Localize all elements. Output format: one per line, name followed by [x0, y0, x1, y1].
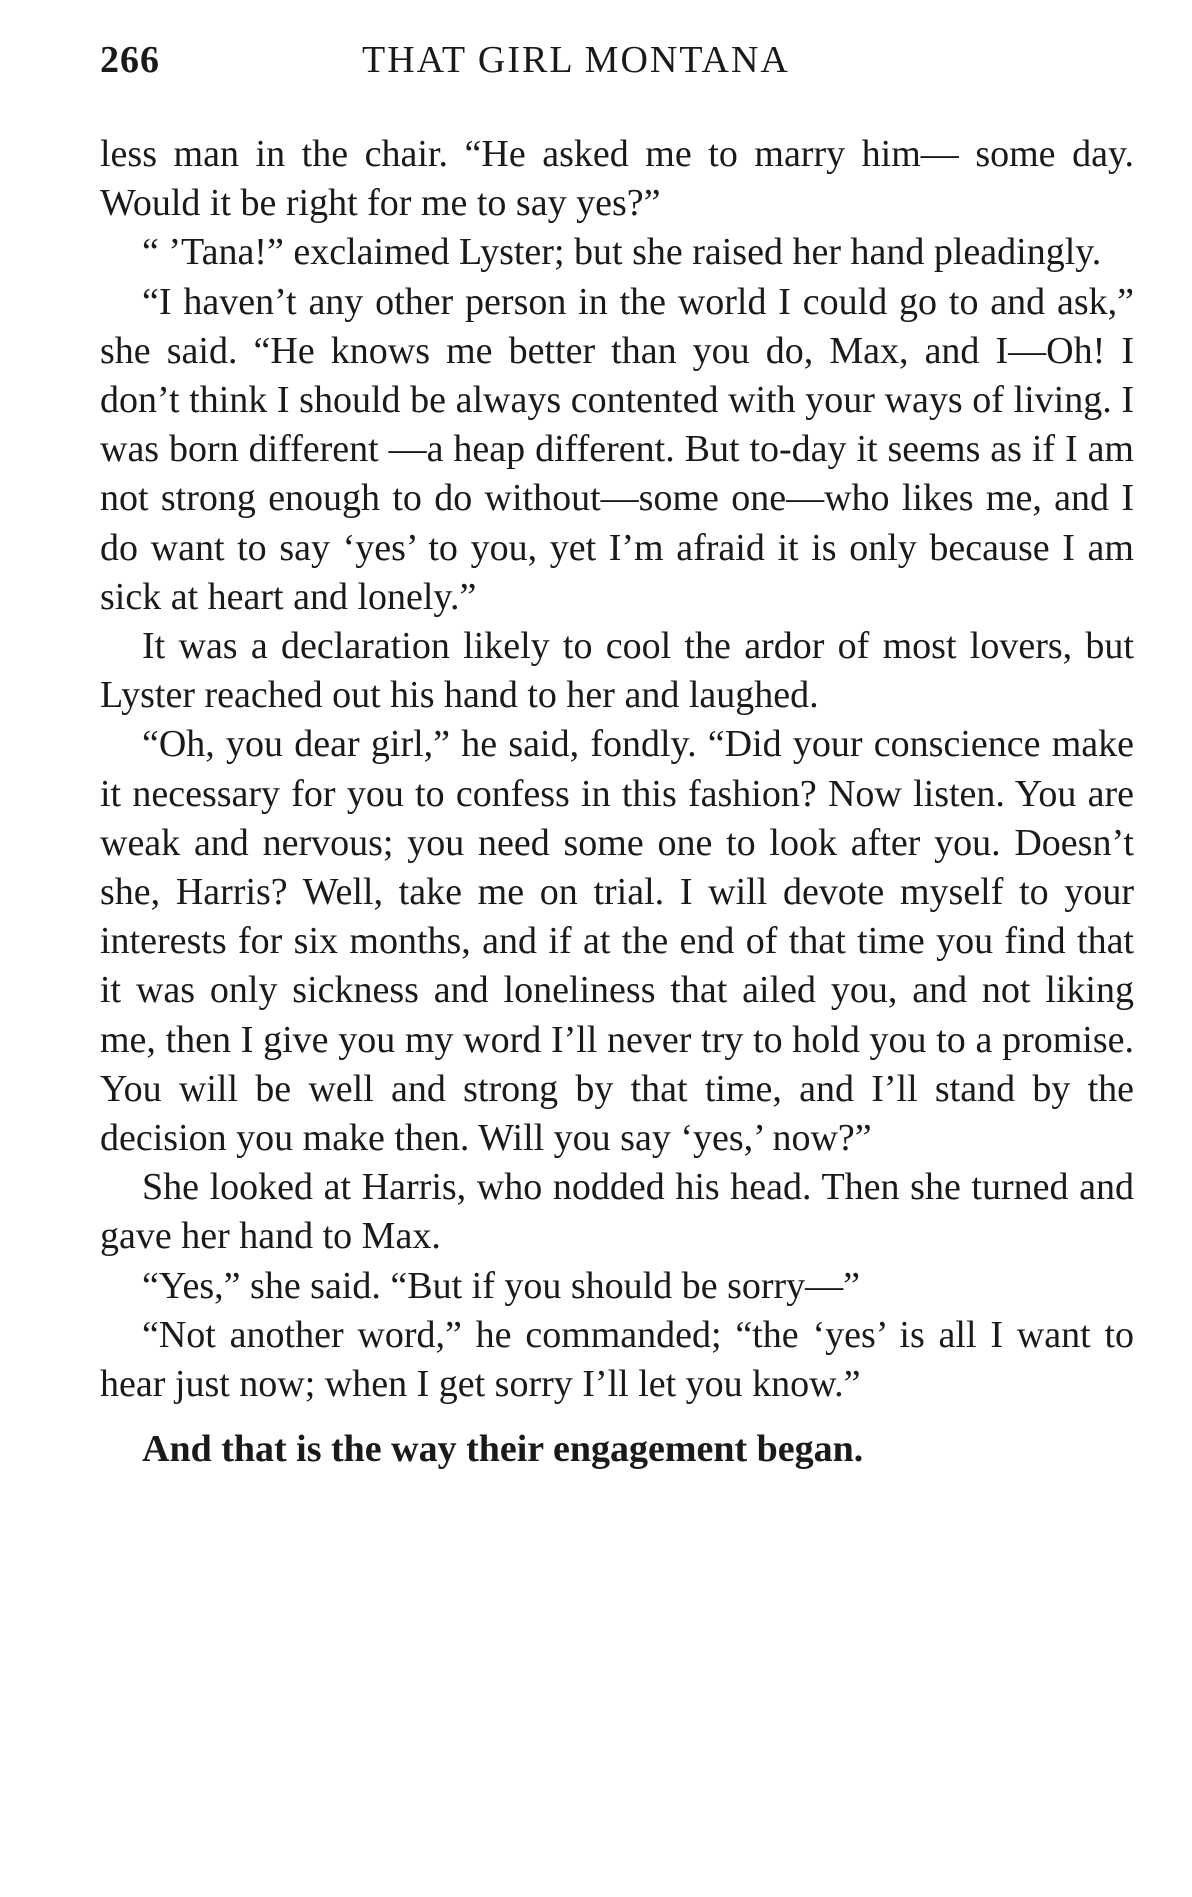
- book-title: THAT GIRL MONTANA: [362, 39, 790, 81]
- page-number: 266: [100, 39, 160, 81]
- paragraph: “Oh, you dear girl,” he said, fondly. “Did your conscience make it necessary for you to confess in this fashion? Now listen. You are weak and nervous; you need some one to look after you. Doesn’t she, Harris? Well, take me on trial. I will devote myself to your interests for six months, and if at the end of that time you find that it was only sickness and loneliness that ailed you, and not liking me, then I give you my word I’ll never try to hold you to a promise. You will be well and strong by that time, and I’ll stand by the decision you make then. Will you say ‘yes,’ now?”: [100, 723, 1134, 1160]
- paragraph: She looked at Harris, who nodded his head. Then she turned and gave her hand to Max.: [100, 1166, 1134, 1258]
- body-text: [100, 130, 1134, 1474]
- paragraph: “ ’Tana!” exclaimed Lyster; but she raised her hand pleadingly.: [142, 231, 1102, 274]
- paragraph: It was a declaration likely to cool the ardor of most lovers, but Lyster reached out his hand to her and laughed.: [100, 625, 1134, 717]
- paragraph: “Yes,” she said. “But if you should be sorry—”: [142, 1264, 861, 1307]
- closing-paragraph: And that is the way their engagement began.: [142, 1428, 864, 1471]
- paragraph: “Not another word,” he commanded; “the ‘yes’ is all I want to hear just now; when I get sorry I’ll let you know.”: [100, 1313, 1134, 1406]
- running-head: [100, 38, 1134, 98]
- paragraph: “I haven’t any other person in the world I could go to and ask,” she said. “He knows me better than you do, Max, and I—Oh! I don’t think I should be always contented with your ways of living. I was born different —a heap different. But to-day it seems as if I am not strong enough to do without—some one—who likes me, and I do want to say ‘yes’ to you, yet I’m afraid it is only because I am sick at heart and lonely.”: [100, 280, 1134, 618]
- paragraph-continuation: less man in the chair. “He asked me to marry him— some day. Would it be right for me to say yes?”: [100, 133, 1134, 225]
